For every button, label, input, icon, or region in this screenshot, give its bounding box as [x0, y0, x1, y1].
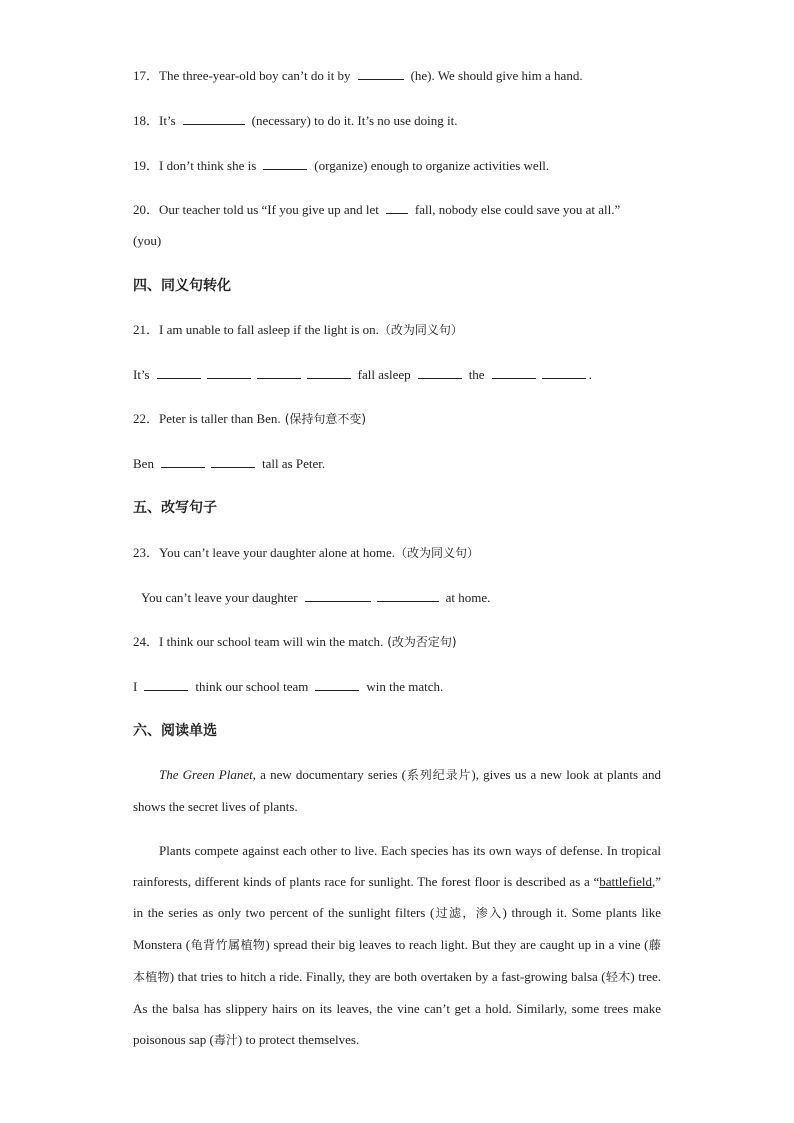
answer-blank[interactable] [157, 367, 201, 379]
answer-prefix: You can’t leave your daughter [141, 590, 298, 605]
question-text: (organize) enough to organize activities well. [314, 158, 550, 173]
question-text: I don’t think she is [159, 158, 257, 173]
question-number: 19． [133, 158, 160, 173]
question-18 [133, 113, 457, 129]
question-text: Peter is taller than Ben. [159, 411, 281, 426]
section-heading: 六、阅读单选 [133, 723, 217, 739]
answer-blank[interactable] [183, 113, 245, 125]
question-instruction: （改为同义句） [378, 323, 463, 337]
answer-blank[interactable] [386, 202, 408, 214]
question-number: 22． [133, 411, 160, 426]
paragraph-text: ) tree. As the balsa has slippery hairs on its leaves, the vine can’t get a hold. Similarly, some trees make poisonous sap ( [133, 969, 661, 1047]
question-text: I think our school team will win the match. [159, 634, 384, 649]
gloss-text: 轻木 [605, 970, 631, 984]
answer-blank[interactable] [207, 367, 251, 379]
answer-blank[interactable] [305, 590, 371, 602]
paragraph-text: ) that tries to hitch a ride. Finally, they are both overtaken by a fast-growing balsa ( [169, 969, 606, 984]
question-instruction: (保持句意不变) [284, 412, 367, 426]
answer-text: think our school team [195, 679, 309, 694]
underlined-word: battlefield [599, 874, 652, 889]
question-24 [133, 634, 457, 650]
answer-blank[interactable] [144, 679, 188, 691]
answer-blank[interactable] [211, 456, 255, 468]
question-instruction: （改为同义句） [395, 546, 480, 560]
answer-prefix: Ben [133, 456, 154, 471]
paragraph-text: , a new documentary series ( [252, 767, 406, 782]
documentary-title: The Green Planet [159, 767, 253, 782]
question-24-answer [133, 679, 443, 695]
question-number: 23． [133, 545, 160, 560]
reading-paragraph-1 [133, 759, 661, 822]
question-20 [133, 202, 620, 218]
answer-text: fall asleep [357, 367, 411, 382]
question-number: 24． [133, 634, 160, 649]
answer-blank[interactable] [263, 158, 307, 170]
answer-blank[interactable] [307, 367, 351, 379]
question-21-answer [133, 367, 592, 383]
question-instruction: (改为否定句) [387, 635, 457, 649]
paragraph-text: ,” in the series as only two percent of the sunlight filters ( [133, 874, 661, 920]
question-text: Our teacher told us “If you give up and let [159, 202, 379, 217]
answer-blank[interactable] [492, 367, 536, 379]
answer-blank[interactable] [418, 367, 462, 379]
paragraph-text: ) spread their big leaves to reach light. But they are caught up in a vine ( [265, 937, 649, 952]
answer-prefix: It’s [133, 367, 150, 382]
gloss-text: 藤本植物 [133, 938, 661, 984]
answer-blank[interactable] [161, 456, 205, 468]
section-heading: 四、同义句转化 [133, 278, 231, 294]
question-17 [133, 68, 583, 84]
paragraph-text: ), gives us a new look at plants and shows the secret lives of plants. [133, 767, 661, 814]
question-text: It’s [159, 113, 176, 128]
question-21 [133, 322, 463, 338]
gloss-text: 毒汁 [213, 1033, 238, 1047]
answer-prefix: I [133, 679, 138, 694]
question-text: You can’t leave your daughter alone at home. [159, 545, 395, 560]
question-number: 21． [133, 322, 160, 337]
question-20-hint: (you) [133, 233, 162, 248]
question-text: fall, nobody else could save you at all.” [414, 202, 621, 217]
paragraph-text: Plants compete against each other to live. Each species has its own ways of defense. In tropical rainforests, different kinds of plants race for sunlight. The forest floor is described as a “ [133, 843, 661, 889]
reading-paragraph-2 [133, 835, 661, 1056]
question-text: I am unable to fall asleep if the light is on. [159, 322, 379, 337]
question-text: The three-year-old boy can’t do it by [159, 68, 351, 83]
question-22 [133, 411, 366, 427]
answer-text: the [468, 367, 485, 382]
question-text: (he). We should give him a hand. [410, 68, 583, 83]
question-text: (necessary) to do it. It’s no use doing it. [251, 113, 458, 128]
answer-blank[interactable] [358, 68, 404, 80]
answer-blank[interactable] [257, 367, 301, 379]
answer-text: tall as Peter. [261, 456, 326, 471]
answer-text: . [588, 367, 592, 382]
section-heading: 五、改写句子 [133, 500, 217, 516]
question-22-answer [133, 456, 325, 472]
paragraph-text: ) through it. Some plants like Monstera ( [133, 905, 661, 952]
answer-blank[interactable] [542, 367, 586, 379]
gloss-text: 过滤，渗入 [434, 906, 503, 920]
answer-blank[interactable] [377, 590, 439, 602]
question-23-answer [141, 590, 490, 606]
answer-text: win the match. [366, 679, 444, 694]
question-number: 18． [133, 113, 160, 128]
question-number: 17． [133, 68, 160, 83]
question-number: 20． [133, 202, 160, 217]
gloss-text: 龟背竹属植物 [190, 938, 266, 952]
question-23 [133, 545, 479, 561]
gloss-text: 系列纪录片 [406, 768, 472, 782]
answer-blank[interactable] [315, 679, 359, 691]
answer-text: at home. [445, 590, 491, 605]
paragraph-text: ) to protect themselves. [237, 1032, 360, 1047]
question-19 [133, 158, 549, 174]
